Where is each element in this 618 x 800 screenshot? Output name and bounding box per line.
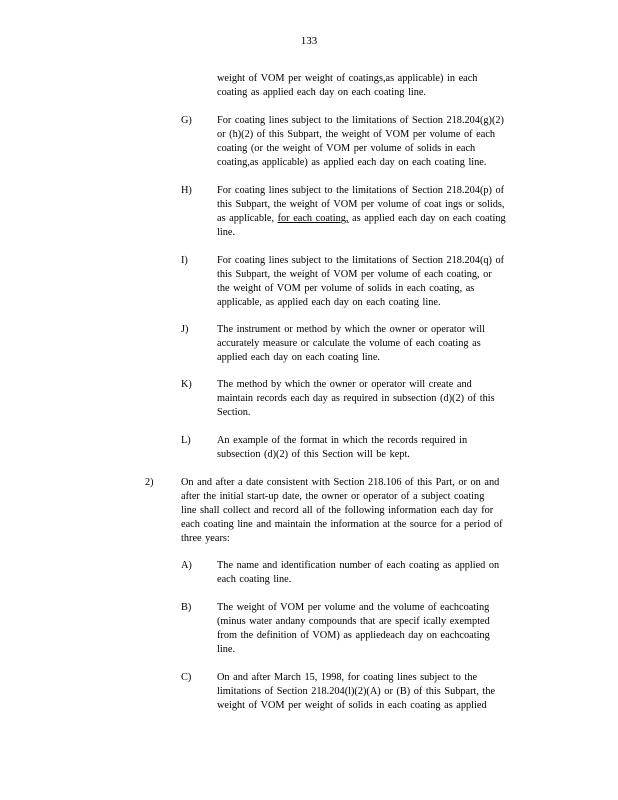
text-line: after the initial start-up date, the owner or operator of a subject coating	[181, 491, 485, 502]
text-line: applied each day on each coating line.	[217, 352, 380, 363]
text-line: weight of VOM per weight of coatings,as applicable) in each	[217, 73, 478, 84]
continuation-paragraph	[217, 72, 539, 100]
text-line: coating as applied each day on each coating line.	[217, 87, 426, 98]
text-line: The weight of VOM per volume and the volume of eachcoating	[217, 602, 490, 613]
text-line: from the definition of VOM) as appliedeach day on eachcoating	[217, 630, 490, 641]
item-label-l: L)	[181, 435, 191, 446]
underlined-text: for each coating,	[277, 213, 349, 224]
text-line: The method by which the owner or operator will create and	[217, 379, 472, 390]
page-number: 133	[300, 35, 318, 47]
text-line: For coating lines subject to the limitations of Section 218.204(p) of	[217, 185, 505, 196]
text-line: three years:	[181, 533, 230, 544]
text-line: accurately measure or calculate the volume of each coating as	[217, 338, 481, 349]
text-line: subsection (d)(2) of this Section will be kept.	[217, 449, 410, 460]
text-line: coating (or the weight of VOM per volume of solids in each	[217, 143, 476, 154]
text-line: this Subpart, the weight of VOM per volume of each coating, or	[217, 269, 492, 280]
text-line: coating,as applicable) as applied each day on each coating line.	[217, 157, 487, 168]
text-line: maintain records each day as required in subsection (d)(2) of this	[217, 393, 495, 404]
text-line: each coating line.	[217, 574, 292, 585]
text-line: For coating lines subject to the limitations of Section 218.204(q) of	[217, 255, 505, 266]
text-line: For coating lines subject to the limitations of Section 218.204(g)(2)	[217, 115, 504, 126]
item-g-paragraph	[217, 114, 539, 170]
text-line: (minus water andany compounds that are specif ically exempted	[217, 616, 490, 627]
item-a-paragraph	[217, 559, 539, 587]
text-line: applicable, as applied each day on each coating line.	[217, 297, 441, 308]
item-label-i: I)	[181, 255, 188, 266]
text-segment: as applicable,	[217, 213, 278, 224]
text-line: line.	[217, 644, 236, 655]
item-label-h: H)	[181, 185, 192, 196]
text-line: Section.	[217, 407, 251, 418]
text-line: limitations of Section 218.204(l)(2)(A) or (B) of this Subpart, the	[217, 686, 496, 697]
text-line: An example of the format in which the records required in	[217, 435, 468, 446]
item-label-j: J)	[181, 324, 189, 335]
text-line: The instrument or method by which the owner or operator will	[217, 324, 485, 335]
item-label-a: A)	[181, 560, 192, 571]
text-line: line shall collect and record all of the following information each day for	[181, 505, 494, 516]
text-line	[217, 212, 539, 226]
text-line: On and after a date consistent with Section 218.106 of this Part, or on and	[181, 477, 500, 488]
item-label-c: C)	[181, 672, 192, 683]
text-line: weight of VOM per weight of solids in each coating as applied	[217, 700, 487, 711]
item-h-paragraph	[217, 184, 539, 240]
text-line: each coating line and maintain the information at the source for a period of	[181, 519, 503, 530]
item-label-k: K)	[181, 379, 192, 390]
text-line: The name and identification number of each coating as applied on	[217, 560, 500, 571]
text-segment: as applied each day on each coating	[348, 213, 506, 224]
text-line: this Subpart, the weight of VOM per volume of coat ings or solids,	[217, 199, 505, 210]
text-line: or (h)(2) of this Subpart, the weight of VOM per volume of each	[217, 129, 496, 140]
item-k-paragraph	[217, 378, 539, 420]
text-line: line.	[217, 227, 236, 238]
item-2-paragraph	[181, 476, 539, 546]
item-l-paragraph	[217, 434, 539, 462]
item-b-paragraph	[217, 601, 539, 657]
text-line: On and after March 15, 1998, for coating lines subject to the	[217, 672, 478, 683]
item-label-2: 2)	[145, 477, 154, 488]
item-label-g: G)	[181, 115, 192, 126]
text-line: the weight of VOM per volume of solids in each coating, as	[217, 283, 475, 294]
item-c-paragraph	[217, 671, 539, 713]
item-label-b: B)	[181, 602, 192, 613]
item-j-paragraph	[217, 323, 539, 365]
item-i-paragraph	[217, 254, 539, 310]
